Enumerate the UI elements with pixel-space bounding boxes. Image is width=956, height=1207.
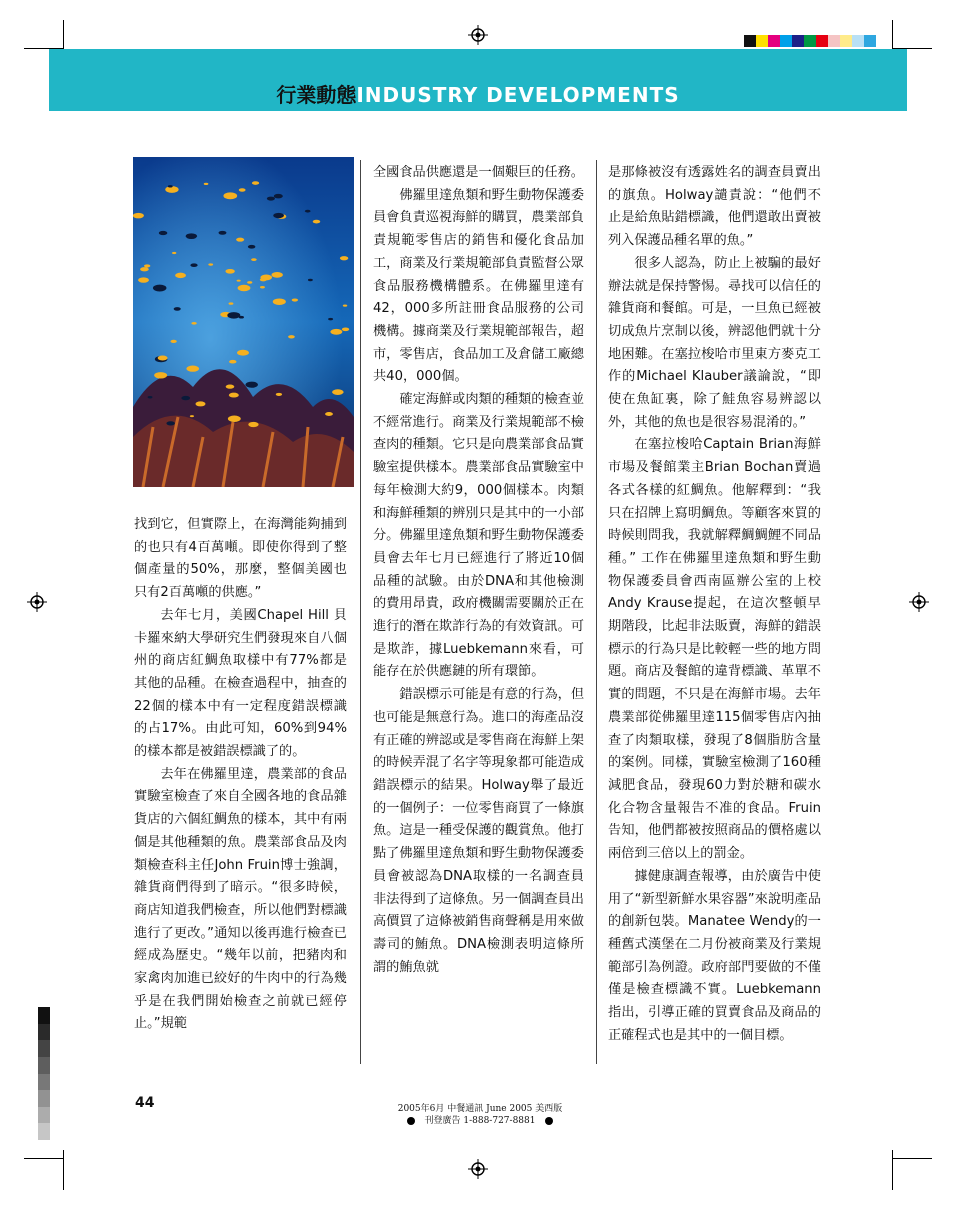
fish-shape (219, 231, 227, 235)
grey-swatch (38, 1007, 50, 1024)
fish-shape (342, 327, 349, 331)
fish-shape (208, 263, 213, 265)
grey-swatch (38, 1107, 50, 1124)
color-swatch (804, 35, 816, 47)
fish-shape (148, 396, 153, 398)
color-calibration-strip (744, 35, 876, 47)
fish-shape (245, 382, 257, 388)
fish-shape (238, 285, 251, 291)
fish-shape (237, 280, 241, 282)
paragraph: 確定海鮮或肉類的種類的檢查並不經常進行。商業及行業規範部不檢查肉的種類。它只是向農業部食品實驗室提供樣本。農業部食品實驗室中每年檢測大約9，000個樣本。肉類和海鮮種類的辨別只是其中的一小部分。佛羅里達魚類和野生動物保護委員會去年七月已經進行了將近10個品種的試驗。由於DNA和其他檢測的費用昂貴，政府機關需要關於正在進行的潛在欺詐行為的有效資訊。可是欺詐，據Luebkemann來看，可能存在於供應鏈的所有環節。 (373, 392, 585, 680)
fish-shape (168, 185, 173, 187)
grey-swatch (38, 1024, 50, 1041)
fish-shape (308, 279, 313, 281)
fish-shape (133, 213, 144, 219)
section-title-english: INDUSTRY DEVELOPMENTS (356, 83, 680, 107)
grey-swatch (38, 1040, 50, 1057)
fish-shape (288, 335, 295, 338)
fish-shape (260, 275, 272, 281)
color-swatch (828, 35, 840, 47)
fish-shape (191, 322, 196, 325)
registration-mark-icon (27, 592, 47, 612)
fish-shape (276, 393, 282, 396)
fish-shape (172, 252, 176, 254)
fish-shape (144, 264, 150, 267)
fish-shape (273, 213, 284, 218)
grey-swatch (38, 1123, 50, 1140)
page-number: 44 (135, 1095, 155, 1111)
bullet-icon (407, 1117, 415, 1125)
fish-shape (237, 350, 249, 356)
grey-swatch (38, 1090, 50, 1107)
fish-shape (247, 281, 252, 284)
fish-shape (328, 318, 333, 320)
fish-shape (236, 238, 244, 242)
crop-mark (63, 1150, 64, 1190)
paragraph: 找到它，但實際上，在海灣能夠捕到的也只有4百萬噸。即使你得到了整個產量的50%，那麼，整個美國也只有2百萬噸的供應。” (134, 517, 347, 601)
fish-shape (267, 197, 275, 201)
color-swatch (864, 35, 876, 47)
fish-shape (226, 384, 235, 388)
color-swatch (756, 35, 768, 47)
fish-shape (190, 415, 194, 417)
color-swatch (840, 35, 852, 47)
fish-shape (170, 340, 176, 343)
paragraph: 是那條被沒有透露姓名的調查員賣出的旗魚。Holway譴責說：“他們不止是給魚貼錯標識，他們還敢出賣被列入保護品種名單的魚。” (608, 165, 821, 249)
fish-shape (332, 389, 343, 395)
fish-shape (159, 231, 168, 235)
page-footer (330, 1103, 630, 1127)
color-swatch (744, 35, 756, 47)
fish-shape (260, 286, 265, 288)
fish-shape (252, 181, 259, 185)
fish-shape (175, 273, 186, 278)
paragraph: 很多人認為，防止上被騙的最好辦法就是保持警惕。尋找可以信任的雜貨商和餐館。可是，一旦魚已經被切成魚片烹制以後，辨認他們就十分地困難。在塞拉梭哈市里東方麥克工作的Michael Klauber議論說，“即使在魚缸裏，除了鮭魚容易辨認以外，其他的魚也是很容易混淆的。” (608, 255, 821, 430)
paragraph: 據健康調查報導，由於廣告中使用了“新型新鮮水果容器”來說明產品的創新包裝。Manatee Wendy的一種舊式漢堡在二月份被商業及行業規範部引為例證。政府部門要做的不僅僅是檢查標識不實。Luebkemann指出，引導正確的買賣食品及商品的正確程式也是其中的一個目標。 (608, 868, 821, 1043)
fish-shape (190, 263, 197, 267)
grey-swatch (38, 1057, 50, 1074)
color-swatch (816, 35, 828, 47)
fish-shape (227, 312, 240, 319)
fish-shape (229, 360, 236, 364)
paragraph: 全國食品供應還是一個艱巨的任務。 (373, 165, 584, 180)
paragraph: 錯誤標示可能是有意的行為，但也可能是無意行為。進口的海產品沒有正確的辨認或是零售商在海鮮上架的時候弄混了名字等現象都可能造成錯誤標示的結果。Holway舉了最近的一個例子：一位零售商買了一條旗魚。這是一種受保護的觀賞魚。他打點了佛羅里達魚類和野生動物保護委員會被認為DNA取樣的一名調查員非法得到了這條魚。另一個調查員出高價買了這條被銷售商聲稱是用來做壽司的鮪魚。DNA檢測表明這條所謂的鮪魚就 (373, 687, 585, 975)
fish-shape (204, 183, 209, 185)
fish-shape (325, 412, 333, 416)
fish-shape (239, 188, 246, 191)
crop-mark (24, 1158, 64, 1159)
registration-mark-icon (468, 25, 488, 45)
greyscale-calibration-strip (38, 1007, 50, 1140)
section-header (49, 49, 907, 111)
color-swatch (768, 35, 780, 47)
fish-shape (166, 421, 174, 425)
article-column-2 (373, 162, 584, 979)
ad-line-row (330, 1115, 630, 1127)
registration-mark-icon (468, 1159, 488, 1179)
paragraph: 去年在佛羅里達，農業部的食品實驗室檢查了來自全國各地的食品雜貨店的六個紅鯛魚的樣本，其中有兩個是其他種類的魚。農業部食品及肉類檢查科主任John Fruin博士強調，雜貨商們得到了暗示。“很多時候，商店知道我們檢查，所以他們對標識進行了更改。”通知以後再進行檢查已經成為歷史。“幾年以前，把豬肉和家禽肉加進已絞好的牛肉中的行為幾乎是在我們開始檢查之前就已經停止。”規範 (134, 766, 347, 1032)
fish-shape (229, 393, 239, 398)
color-swatch (780, 35, 792, 47)
fish-shape (158, 356, 168, 361)
fish-shape (174, 307, 181, 311)
paragraph: 去年七月，美國Chapel Hill 貝卡羅來納大學研究生們發現來自八個州的商店紅鯛魚取樣中有77%都是其他的品種。在檢查過程中，抽查的22個的樣本中有一定程度錯誤標識的占17%。由此可知，60%到94%的樣本都是被錯誤標識了的。 (134, 607, 347, 760)
fish-shape (138, 277, 149, 282)
fish-shape (186, 233, 197, 239)
fish-shape (274, 194, 283, 198)
fish-shape (140, 267, 149, 271)
color-swatch (792, 35, 804, 47)
coral-reef-fish-photo (133, 157, 354, 487)
color-swatch (852, 35, 864, 47)
fish-shape (340, 256, 348, 260)
fish-shape (154, 372, 167, 378)
fish-shape (196, 401, 206, 406)
column-divider (360, 160, 361, 1064)
fish-shape (181, 396, 190, 400)
fish-shape (186, 366, 199, 372)
registration-mark-icon (909, 592, 929, 612)
bullet-icon (545, 1117, 553, 1125)
fish-shape (229, 302, 234, 304)
article-column-1 (134, 514, 347, 1036)
paragraph: 佛羅里達魚類和野生動物保護委員會負責巡視海鮮的購買，農業部負責規範零售店的銷售和優化食品加工，商業及行業規範部負責監督公眾食品服務機構體系。在佛羅里達有42，000多所註冊食品服務的公司機構。據商業及行業規範部報告，超市，零售店，食品加工及倉儲工廠總共40，000個。 (373, 187, 585, 385)
grey-swatch (38, 1074, 50, 1091)
fish-shape (313, 220, 320, 224)
fish-shape (305, 210, 311, 213)
issue-line: 2005年6月 中餐通訊 June 2005 美西版 (397, 1104, 563, 1114)
fish-shape (273, 298, 286, 305)
crop-mark (892, 1158, 932, 1159)
fish-shape (225, 269, 234, 274)
fish-shape (248, 422, 258, 427)
fish-shape (292, 298, 298, 301)
fish-shape (271, 272, 283, 278)
section-title (49, 79, 907, 108)
fish-shape (251, 258, 257, 261)
ad-line: 刊登廣告 1-888-727-8881 (424, 1116, 536, 1126)
fish-shape (330, 329, 342, 335)
paragraph: 在塞拉梭哈Captain Brian海鮮市場及餐館業主Brian Bochan賣過各式各樣的紅鯛魚。他解釋到：“我只在招牌上寫明鯛魚。等顧客來買的時候則問我，我就解釋鯛鯛鯉不同品種。” 工作在佛羅里達魚類和野生動物保護委員會西南區辦公室的上校Andy Krause提起，在這次整頓早期階段，比起非法販賣，海鮮的錯誤標示的行為只是比較輕一些的地方問題。商店及餐館的違背標識、革單不實的問題，不只是在海鮮市場。去年農業部從佛羅里達115個零售店內抽查了肉類取樣，發現了8個脂肪含量的案例。同樣，實驗室檢測了160種減肥食品，發現60力對於糖和碳水化合物含量報告不准的食品。Fruin告知，他們都被按照商品的價格處以兩倍到三倍以上的罰金。 (608, 437, 821, 862)
column-divider (596, 160, 597, 1064)
fish-shape (153, 285, 167, 292)
fish-shape (248, 245, 255, 249)
fish-shape (343, 305, 347, 307)
fish-shape (223, 192, 237, 199)
article-column-3 (608, 162, 821, 1047)
fish-shape (228, 416, 241, 422)
crop-mark (892, 1150, 893, 1190)
section-title-chinese: 行業動態 (276, 83, 357, 107)
